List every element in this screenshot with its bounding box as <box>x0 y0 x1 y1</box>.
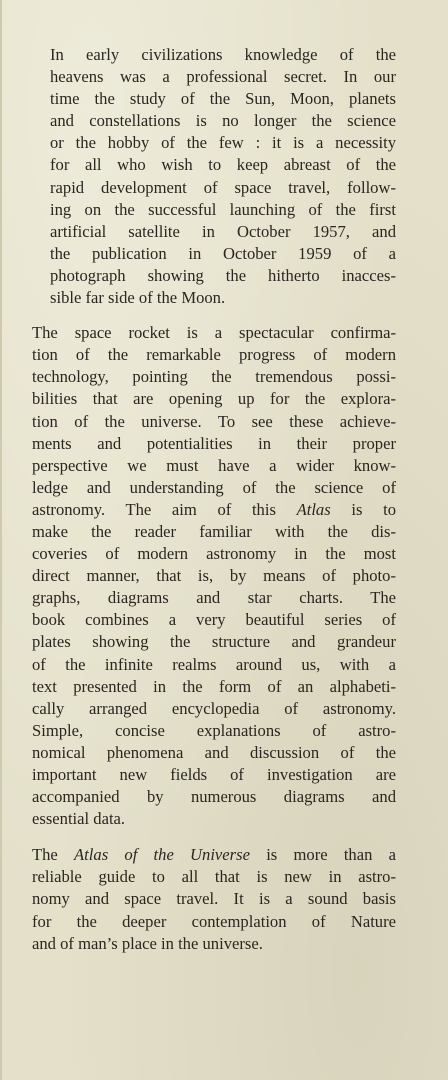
text-line: Simple, concise explanations of astro- <box>32 720 396 740</box>
text-line: The space rocket is a spectacular confirma- <box>32 323 396 343</box>
text-line: direct manner, that is, by means of photo- <box>32 566 396 586</box>
text-line: nomy and space travel. It is a sound basis <box>32 889 396 909</box>
text-line: and of man’s place in the universe. <box>32 933 263 953</box>
line-start: astronomy. The aim of this <box>32 499 297 519</box>
text-line: and constellations is no longer the science <box>50 111 396 131</box>
text-line: essential data. <box>32 809 126 829</box>
text-line: of the infinite realms around us, with a <box>32 654 396 674</box>
text-line: artificial satellite in October 1957, and <box>50 221 396 241</box>
text-line: text presented in the form of an alphabeti- <box>32 676 396 696</box>
text-line: make the reader familiar with the dis- <box>32 521 396 541</box>
text-line: technology, pointing the tremendous possi- <box>32 367 396 387</box>
text-line: bilities that are opening up for the explora- <box>32 389 396 409</box>
text-line: rapid development of space travel, follow- <box>50 177 396 197</box>
text-line: accompanied by numerous diagrams and <box>32 787 396 807</box>
line-start: The <box>32 845 75 865</box>
text-line: or the hobby of the few : it is a necessity <box>50 133 396 153</box>
text-line: tion of the remarkable progress of modern <box>32 345 396 365</box>
text-line: time the study of the Sun, Moon, planets <box>50 89 396 109</box>
text-line: plates showing the structure and grandeur <box>32 632 396 652</box>
text-line: In early civilizations knowledge of the <box>50 45 396 64</box>
text-line: book combines a very beautiful series of <box>32 610 396 630</box>
text-line: nomical phenomena and discussion of the <box>32 742 396 762</box>
text-line: tion of the universe. To see these achieve- <box>32 411 396 431</box>
text-line-with-italic <box>32 499 396 521</box>
paragraph-1 <box>32 44 396 309</box>
text-line: graphs, diagrams and star charts. The <box>32 588 396 608</box>
text-line: for the deeper contemplation of Nature <box>32 911 396 931</box>
text-line: ing on the successful launching of the first <box>50 199 396 219</box>
text-line: heavens was a professional secret. In our <box>50 67 396 87</box>
text-line: ledge and understanding of the science of <box>32 477 396 497</box>
text-line: reliable guide to all that is new in astro- <box>32 867 396 887</box>
book-title-italic: Atlas of the Universe <box>74 845 250 865</box>
text-line: photograph showing the hitherto inacces- <box>50 265 396 285</box>
blurb-text <box>32 44 396 955</box>
text-line: important new fields of investigation are <box>32 765 396 784</box>
line-end: is to <box>330 499 396 519</box>
text-line: cally arranged encyclopedia of astronomy. <box>32 698 396 718</box>
paragraph-2 <box>32 322 396 830</box>
text-line: ments and potentialities in their proper <box>32 433 396 453</box>
text-line-with-italic <box>32 844 396 866</box>
line-end: is more than a <box>249 845 396 865</box>
text-line: coveries of modern astronomy in the most <box>32 544 396 564</box>
text-line: perspective we must have a wider know- <box>32 455 396 475</box>
text-line: the publication in October 1959 of a <box>50 243 396 263</box>
paragraph-3 <box>32 844 396 954</box>
text-line: sible far side of the Moon. <box>50 288 226 308</box>
atlas-italic: Atlas <box>296 499 331 519</box>
text-line: for all who wish to keep abreast of the <box>50 155 396 175</box>
